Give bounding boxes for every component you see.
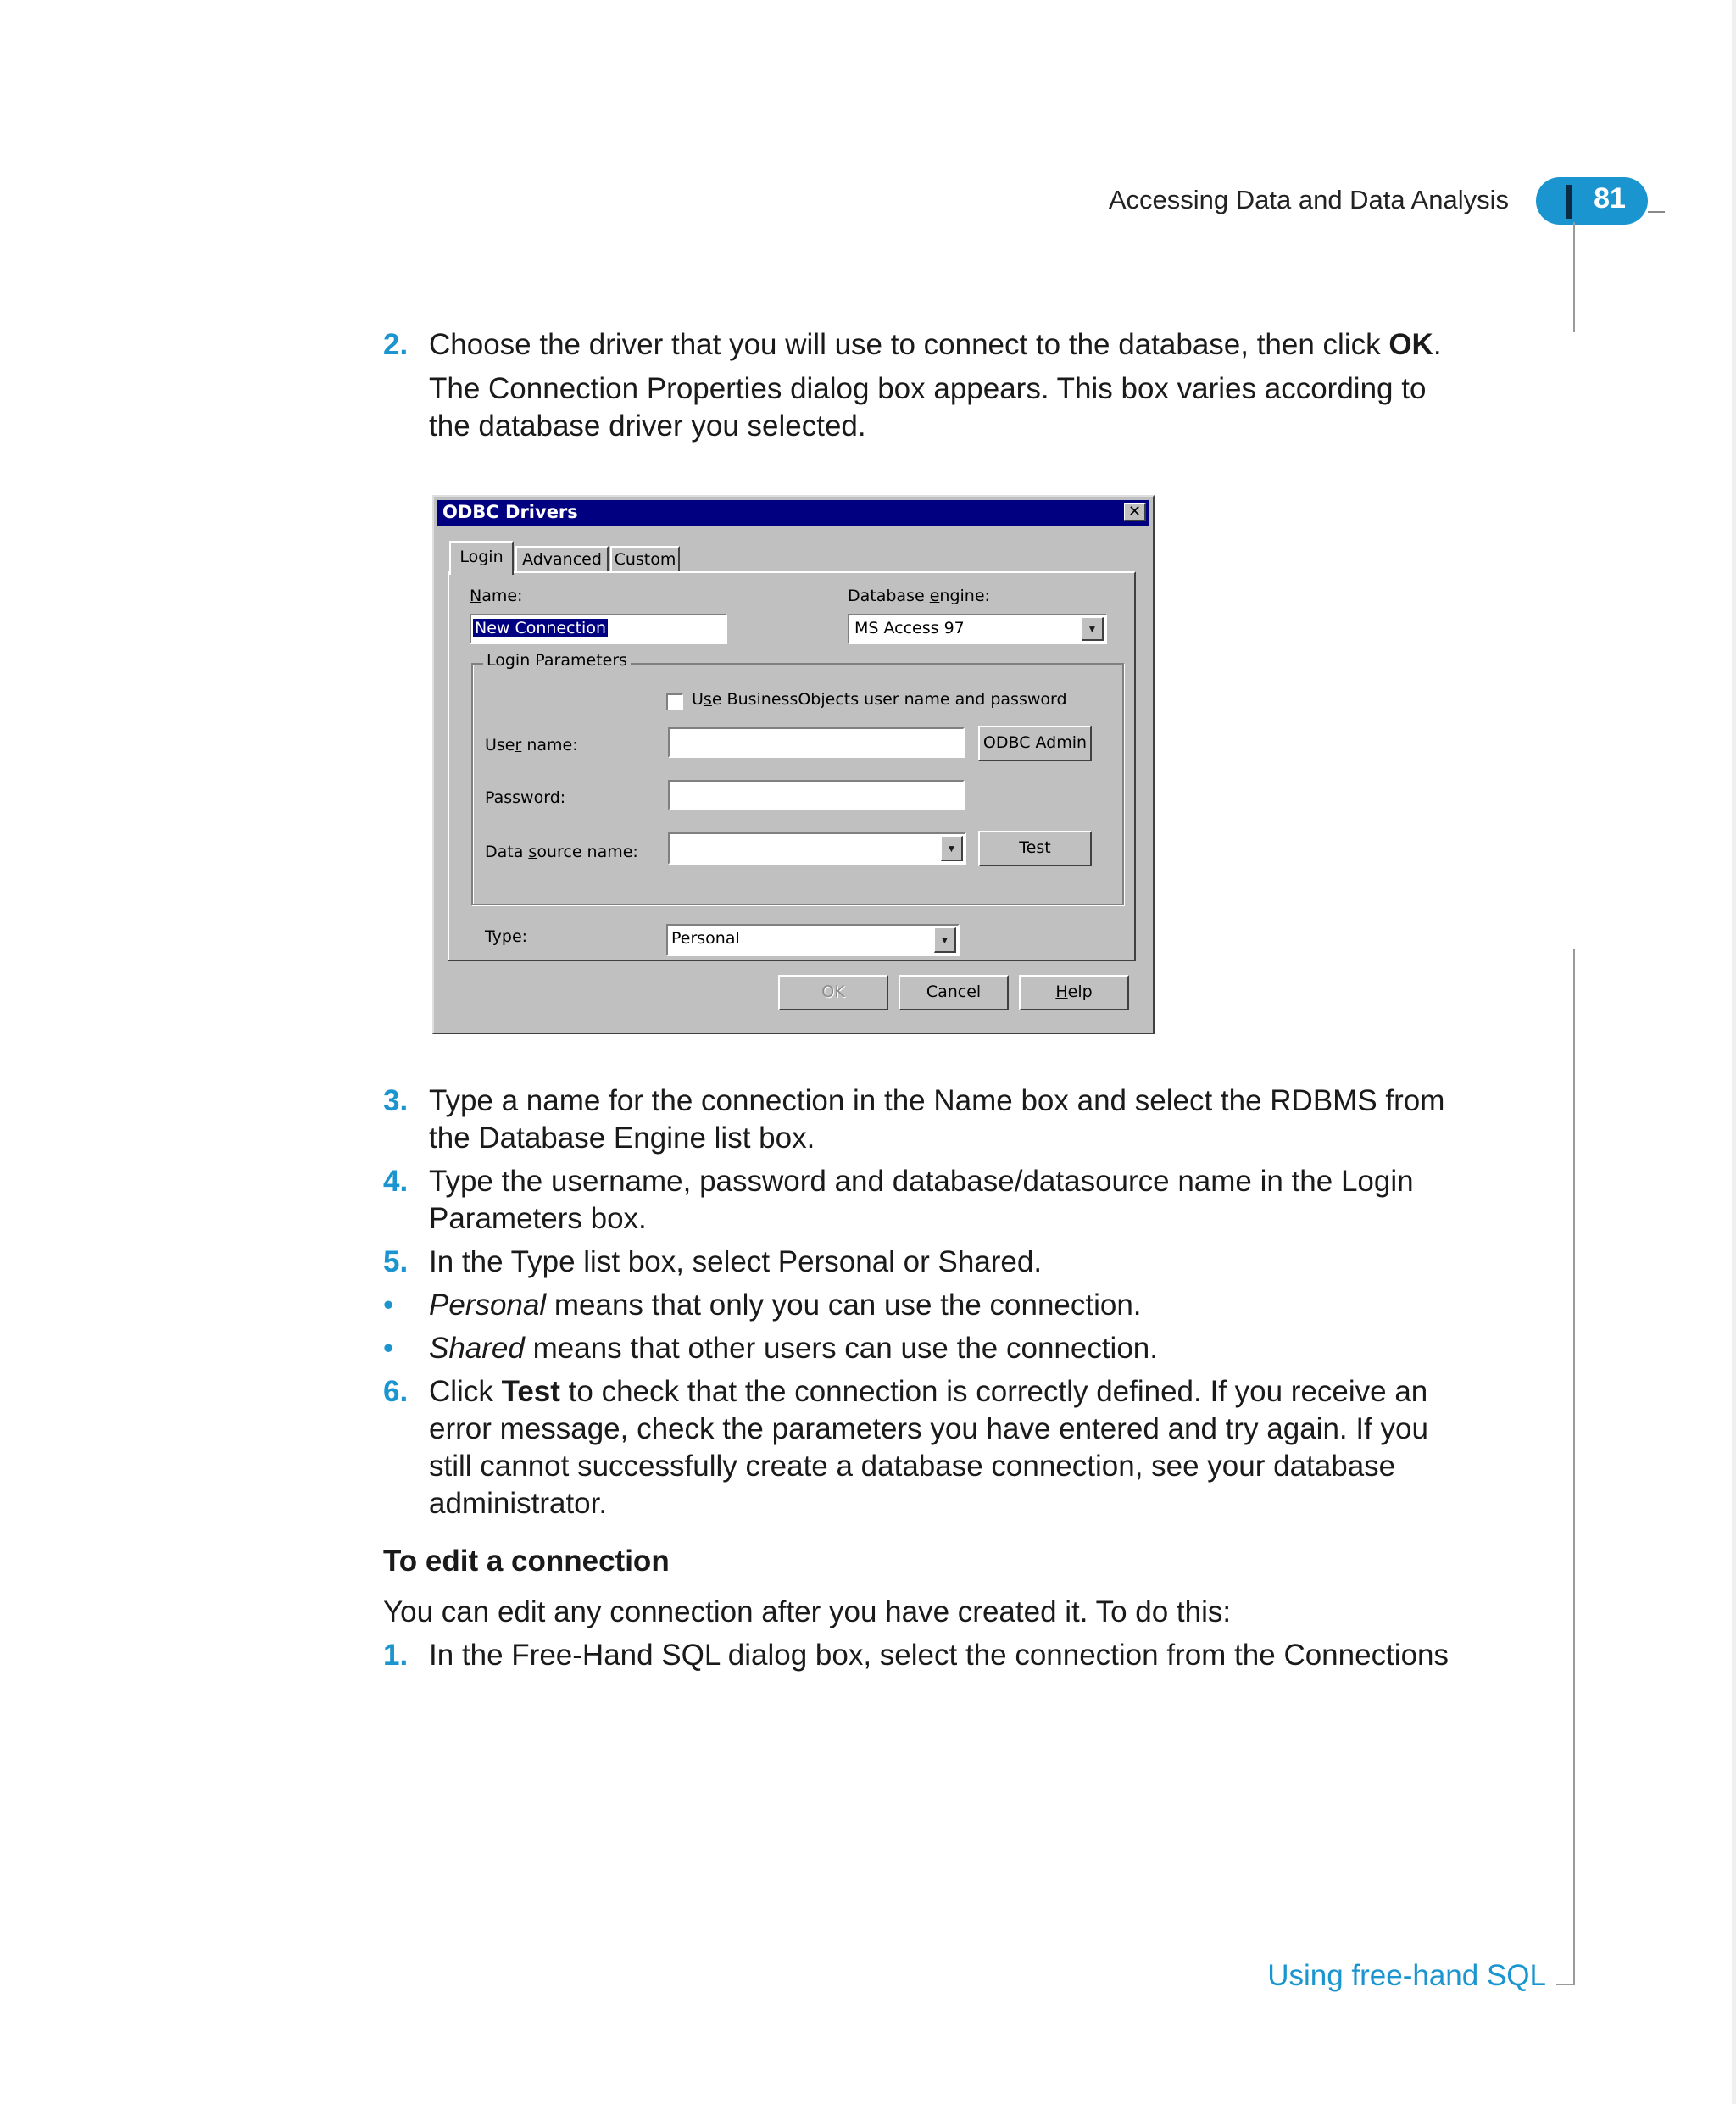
bold-term: Test: [501, 1375, 560, 1408]
step-4-line-2: Parameters box.: [429, 1202, 647, 1235]
label-text: in: [1071, 733, 1088, 752]
name-label: [470, 587, 522, 605]
type-label: [485, 927, 527, 946]
access-key: s: [528, 843, 537, 861]
close-icon[interactable]: ✕: [1124, 503, 1146, 521]
chevron-down-icon[interactable]: ▼: [941, 836, 963, 861]
label-text: ngine:: [939, 587, 990, 605]
emphasis-term: Personal: [429, 1289, 547, 1322]
tab-custom[interactable]: Custom: [610, 546, 680, 573]
access-key: e: [929, 587, 940, 605]
step-4-line-1: Type the username, password and database/datasource name in the Login: [429, 1165, 1414, 1198]
access-key: s: [703, 690, 712, 709]
step-number: 6.: [383, 1375, 409, 1408]
access-key: H: [1055, 982, 1068, 1001]
access-key: N: [470, 587, 482, 605]
cancel-button[interactable]: Cancel: [899, 975, 1009, 1010]
database-engine-select[interactable]: [848, 614, 1107, 644]
user-name-label: [485, 736, 578, 754]
page-number-badge: [1536, 177, 1648, 225]
name-input[interactable]: [470, 614, 727, 644]
chevron-down-icon[interactable]: ▼: [934, 927, 956, 953]
step-number: 2.: [383, 328, 409, 361]
dialog-title-bar: [437, 500, 1149, 526]
database-engine-label: [848, 587, 990, 605]
label-text: Use: [485, 736, 515, 754]
tab-login[interactable]: Login: [449, 541, 514, 575]
text-run: to check that the connection is correctly defined. If you receive an: [559, 1375, 1428, 1408]
page-edge: [1732, 0, 1736, 2104]
step-number: 1.: [383, 1639, 409, 1672]
margin-rule-top: [1573, 222, 1575, 332]
step-6-line-3: still cannot successfully create a database connection, see your database: [429, 1450, 1396, 1483]
access-key: y: [492, 927, 502, 946]
type-value: Personal: [671, 929, 740, 948]
step-number: 5.: [383, 1245, 409, 1278]
step-6-line-4: administrator.: [429, 1487, 608, 1520]
label-text: Database: [848, 587, 930, 605]
use-businessobjects-credentials-checkbox[interactable]: [666, 693, 683, 710]
password-label: [485, 788, 565, 807]
access-key: m: [1056, 733, 1072, 752]
use-businessobjects-credentials-label: [692, 690, 1067, 709]
label-text: pe:: [501, 927, 528, 946]
label-text: ame:: [481, 587, 523, 605]
bullet-personal: [429, 1287, 1142, 1324]
tab-advanced[interactable]: Advanced: [515, 546, 609, 573]
chevron-down-icon[interactable]: ▼: [1082, 617, 1104, 641]
name-input-value: New Connection: [475, 619, 606, 637]
odbc-admin-button[interactable]: [978, 726, 1092, 761]
bullet-shared: [429, 1330, 1158, 1367]
step-6-line-2: error message, check the parameters you have entered and try again. If you: [429, 1412, 1428, 1445]
dialog-title: ODBC Drivers: [442, 502, 578, 522]
step-2-line-3: the database driver you selected.: [429, 409, 866, 443]
label-text: est: [1026, 838, 1051, 857]
running-header-title: Accessing Data and Data Analysis: [1108, 185, 1509, 214]
page-number: 81: [1594, 182, 1626, 214]
step-number: 4.: [383, 1165, 409, 1198]
login-parameters-label: Login Parameters: [483, 651, 631, 670]
step-3-line-1: Type a name for the connection in the Name box and select the RDBMS from: [429, 1084, 1445, 1117]
access-key: r: [515, 736, 522, 754]
page-badge-bar: [1566, 185, 1572, 219]
label-text: ource name:: [537, 843, 638, 861]
label-text: T: [485, 927, 492, 946]
label-text: e BusinessObjects user name and password: [711, 690, 1067, 709]
step-6-line-1: [429, 1373, 1427, 1411]
test-button[interactable]: [978, 831, 1092, 866]
text-run: Click: [429, 1375, 502, 1408]
type-select[interactable]: [666, 924, 960, 956]
edit-intro: You can edit any connection after you have created it. To do this:: [383, 1595, 1232, 1628]
emphasis-term: Shared: [429, 1332, 525, 1365]
access-key: T: [1019, 838, 1027, 857]
text-run: means that other users can use the connection.: [524, 1332, 1158, 1365]
label-text: ODBC Ad: [982, 733, 1057, 752]
bullet-icon: •: [383, 1332, 394, 1365]
step-2-line-1: [429, 326, 1442, 364]
section-heading: To edit a connection: [383, 1545, 670, 1578]
header-rule: [1648, 211, 1665, 213]
database-engine-value: MS Access 97: [854, 619, 965, 637]
label-text: assword:: [493, 788, 566, 807]
label-text: Data: [485, 843, 529, 861]
label-text: name:: [521, 736, 578, 754]
step-2-line-2: The Connection Properties dialog box appears. This box varies according to: [429, 372, 1427, 405]
step-3-line-2: the Database Engine list box.: [429, 1122, 815, 1155]
footer-rule: [1556, 1984, 1575, 1985]
user-name-input[interactable]: [668, 727, 965, 758]
text-run: .: [1433, 328, 1442, 361]
bullet-icon: •: [383, 1289, 394, 1322]
help-button[interactable]: [1019, 975, 1129, 1010]
data-source-name-label: [485, 843, 638, 861]
label-text: elp: [1067, 982, 1093, 1001]
margin-rule-bottom: [1573, 949, 1575, 1985]
data-source-name-select[interactable]: [668, 832, 966, 865]
odbc-drivers-dialog: [432, 495, 1155, 1034]
label-text: U: [692, 690, 704, 709]
step-5-line-1: In the Type list box, select Personal or Shared.: [429, 1245, 1043, 1278]
step-number: 3.: [383, 1084, 409, 1117]
password-input[interactable]: [668, 780, 965, 810]
access-key: P: [485, 788, 494, 807]
bold-term: OK: [1388, 328, 1433, 361]
edit-step-1-line-1: In the Free-Hand SQL dialog box, select the connection from the Connections: [429, 1639, 1449, 1672]
text-run: Choose the driver that you will use to connect to the database, then click: [429, 328, 1389, 361]
text-run: means that only you can use the connection.: [546, 1289, 1142, 1322]
footer-chapter-title: Using free-hand SQL: [1267, 1959, 1546, 1992]
ok-button[interactable]: OK: [778, 975, 888, 1010]
